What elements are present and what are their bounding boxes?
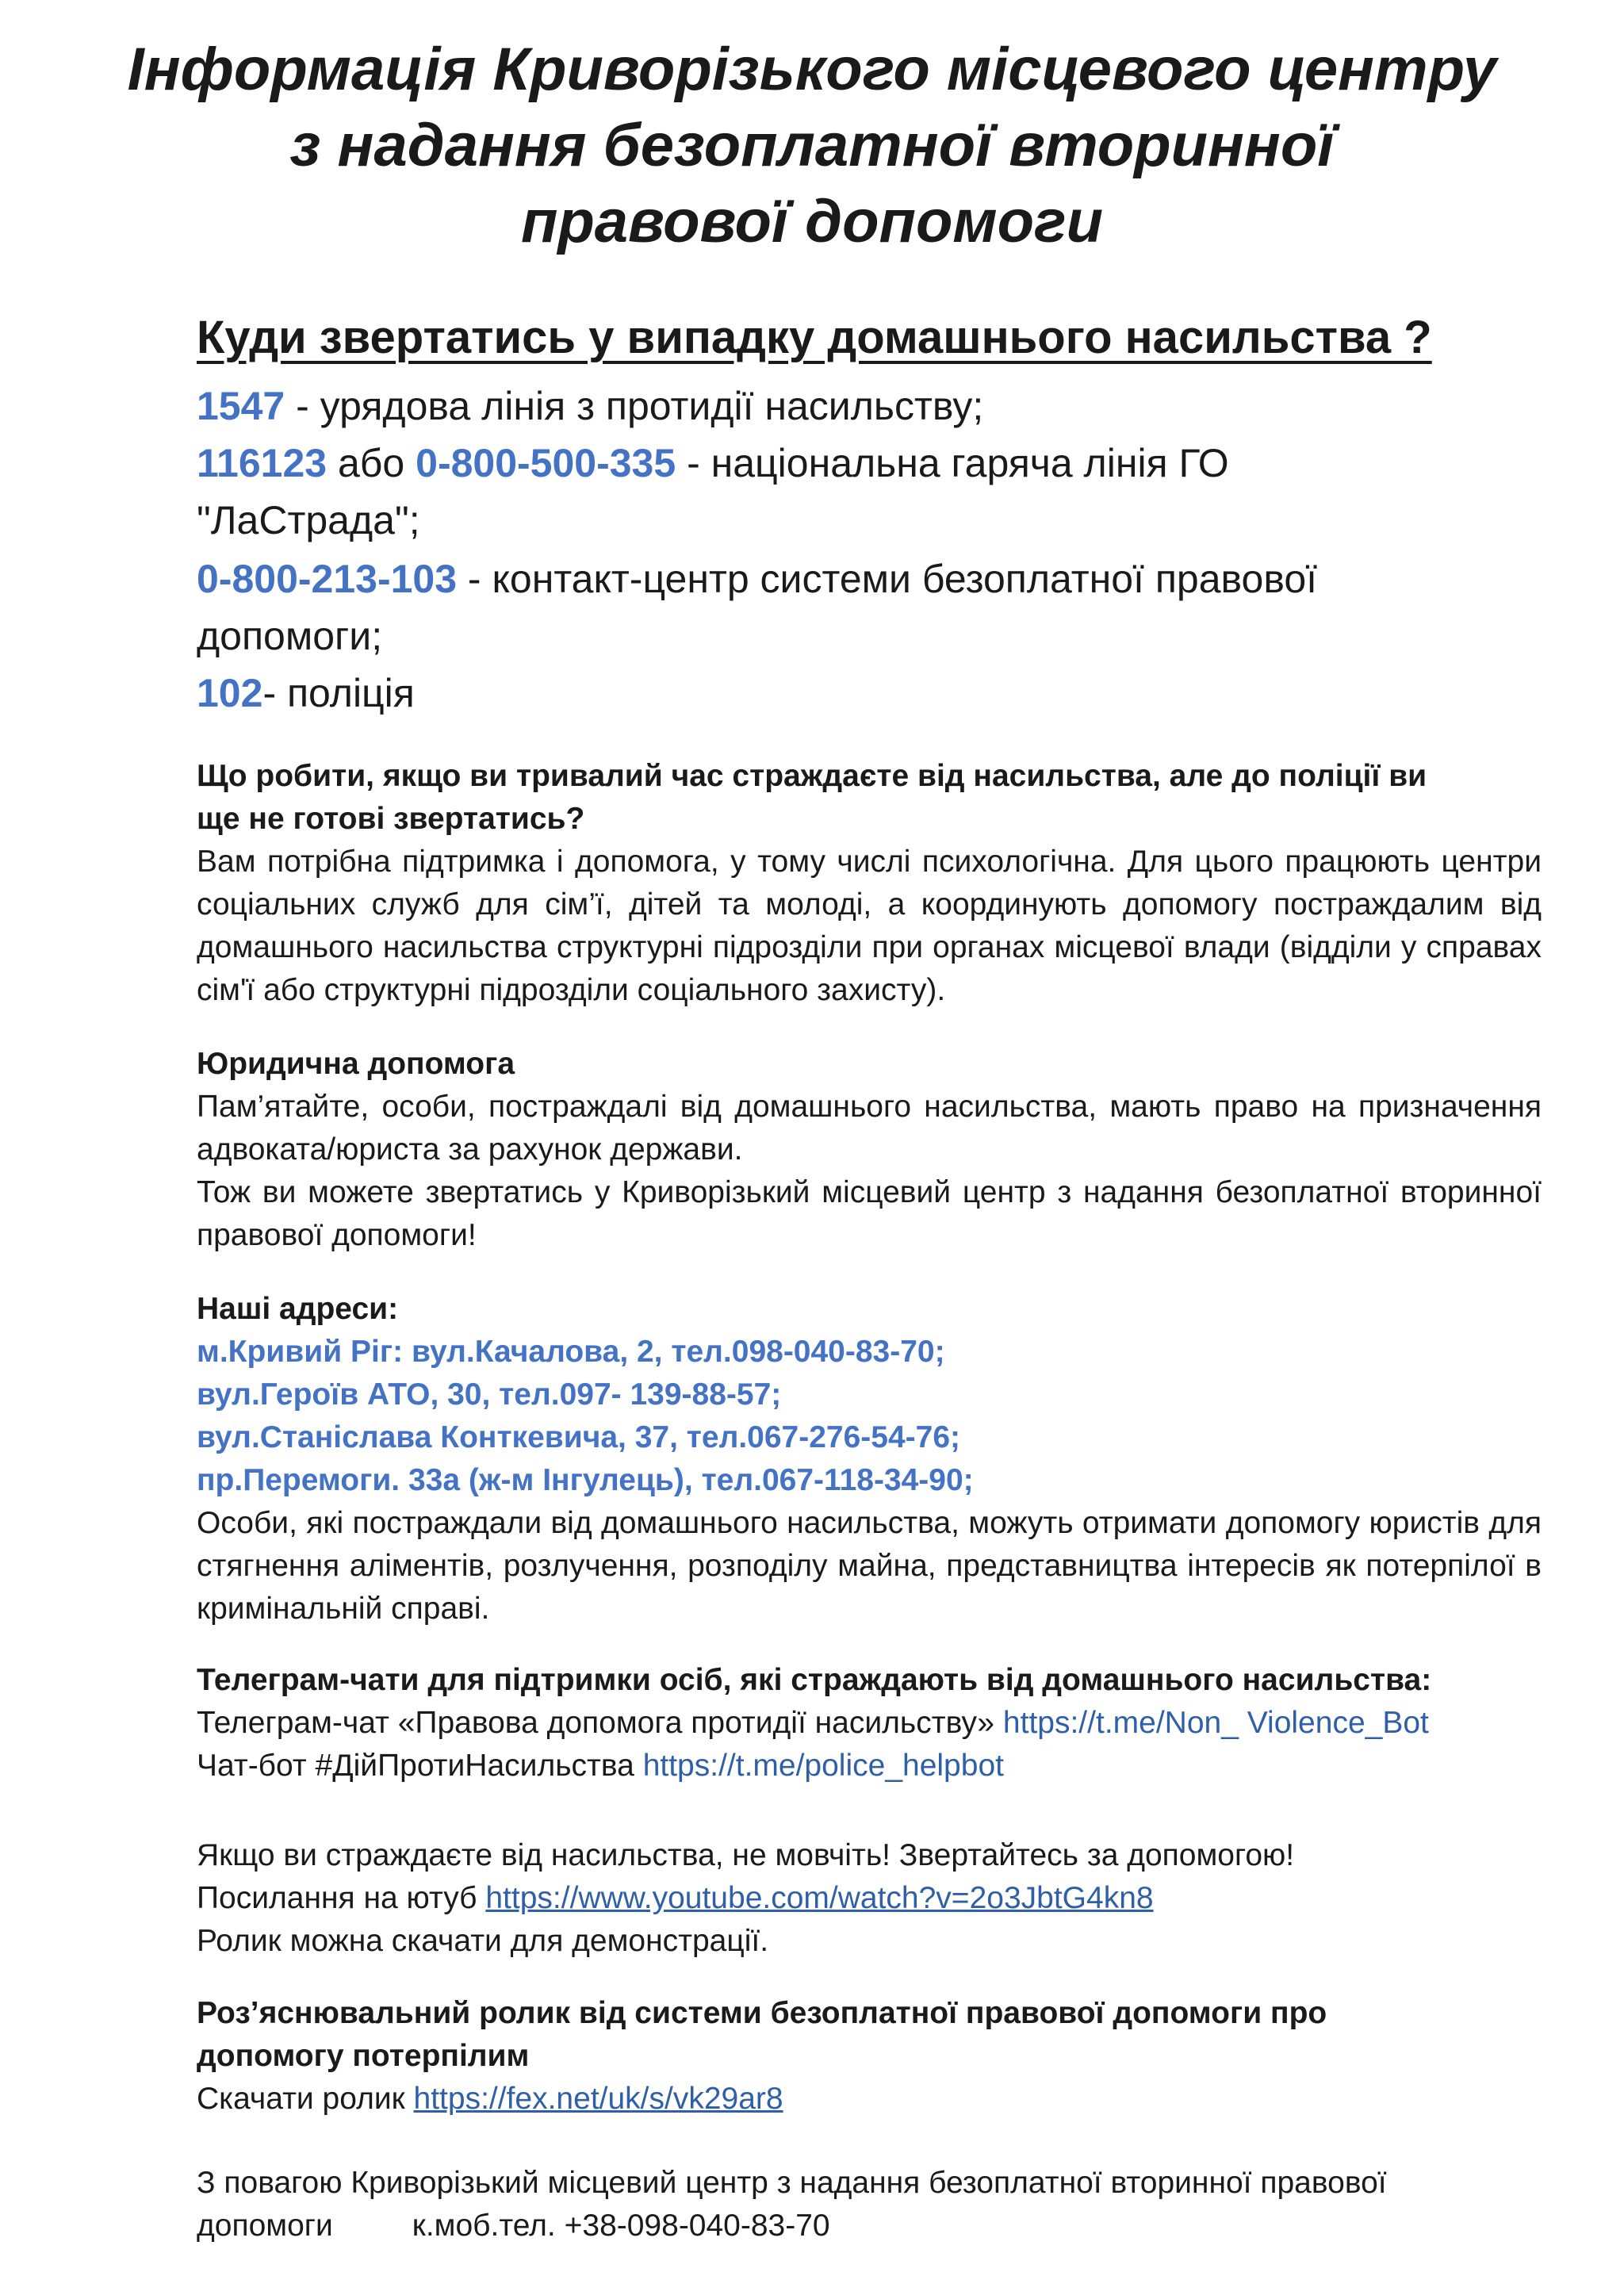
download-note: Ролик можна скачати для демонстрації. [197, 1924, 769, 1958]
section-legal-help [197, 1043, 1542, 1257]
hotline-legal-aid-cont [197, 607, 1545, 665]
video-download-line [197, 2078, 1542, 2121]
hotline-description: "ЛаСтрада"; [197, 498, 420, 542]
hotline-number: 1547 [197, 384, 285, 428]
hotline-lastrada-cont [197, 492, 1545, 549]
telegram-chat-line [197, 1702, 1542, 1745]
telegram-bot-link[interactable]: https://t.me/police_helpbot [642, 1749, 1004, 1783]
telegram-bot-label: Чат-бот #ДійПротиНасильства [197, 1749, 643, 1783]
video-download-label: Скачати ролик [197, 2082, 414, 2116]
title-line-2: з надання безоплатної вторинної [289, 112, 1335, 179]
appeal-text: Якщо ви страждаєте від насильства, не мовчіть! Звертайтесь за допомогою! [197, 1838, 1295, 1872]
hotline-legal-aid [197, 550, 1545, 607]
footer-phone: к.моб.тел. +38-098-040-83-70 [412, 2209, 830, 2243]
hotline-connector: або [327, 441, 416, 485]
address-line: м.Кривий Ріг: вул.Качалова, 2, тел.098-040-83-70; [197, 1335, 945, 1369]
hotline-description: - національна гаряча лінія ГО [676, 441, 1229, 485]
telegram-chat-label: Телеграм-чат «Правова допомога протидії насильству» [197, 1706, 1003, 1740]
hotline-police [197, 665, 1545, 722]
footer-contact [197, 2205, 1542, 2247]
address-line: вул.Героїв АТО, 30, тел.097- 139-88-57; [197, 1377, 782, 1412]
hotline-lastrada [197, 435, 1545, 492]
footer-org: допомоги [197, 2209, 333, 2243]
address-line: пр.Перемоги. 33а (ж-м Інгулець), тел.067-118-34-90; [197, 1463, 974, 1497]
document-title [0, 32, 1624, 260]
hotline-description: допомоги; [197, 614, 383, 658]
footer [197, 2162, 1542, 2247]
section-addresses [197, 1288, 1542, 1630]
section-body: Тож ви можете звертатись у Криворізький місцевий центр з надання безоплатної вторинної правової допомоги! [197, 1175, 1542, 1252]
address-line: вул.Станіслава Конткевича, 37, тел.067-276-54-76; [197, 1420, 961, 1454]
hotline-number: 0-800-500-335 [416, 441, 676, 485]
hotline-number: 116123 [197, 441, 327, 485]
section-heading: допомогу потерпілим [197, 2039, 530, 2073]
telegram-bot-line [197, 1745, 1542, 1787]
title-line-3: правової допомоги [520, 188, 1104, 255]
section-body: Пам’ятайте, особи, постраждалі від домашнього насильства, мають право на призначення адвоката/юриста за рахунок держави. [197, 1090, 1542, 1167]
section-question: ще не готові звертатись? [197, 802, 585, 836]
section-heading: Наші адреси: [197, 1292, 399, 1326]
section-heading: Телеграм-чати для підтримки осіб, які страждають від домашнього насильства: [197, 1663, 1432, 1697]
hotlines-heading: Куди звертатись у випадку домашнього насильства ? [197, 312, 1432, 363]
section-long-term-violence [197, 755, 1542, 1012]
title-line-1: Інформація Криворізького місцевого центру [127, 36, 1497, 103]
hotline-description: - урядова лінія з протидії насильству; [285, 384, 984, 428]
youtube-label: Посилання на ютуб [197, 1881, 486, 1915]
hotline-number: 102 [197, 671, 263, 715]
section-body: Особи, які постраждали від домашнього насильства, можуть отримати допомогу юристів для стягнення аліментів, розлучення, розподілу майна, представництва інтересів як потерпілої в кримінальній справі. [197, 1506, 1542, 1626]
hotline-1547 [197, 377, 1545, 435]
section-body: Вам потрібна підтримка і допомога, у тому числі психологічна. Для цього працюють центри соціальних служб для сім’ї, дітей та молоді, а координують допомогу постраждалим від домашнього насильства структурні підрозділи при органах місцевої влади (відділи у справах сім'ї або структурні підрозділи соціального захисту). [197, 845, 1542, 1007]
footer-signature: З повагою Криворізький місцевий центр з надання безоплатної вторинної правової [197, 2166, 1387, 2200]
hotline-number: 0-800-213-103 [197, 557, 458, 601]
youtube-line [197, 1877, 1542, 1920]
hotline-description: - поліція [262, 671, 415, 715]
section-video [197, 1992, 1542, 2121]
telegram-chat-link[interactable]: https://t.me/Non_ Violence_Bot [1002, 1706, 1429, 1740]
section-heading: Роз’яснювальний ролик від системи безоплатної правової допомоги про [197, 1996, 1327, 2030]
video-download-link[interactable]: https://fex.net/uk/s/vk29ar8 [413, 2082, 783, 2116]
youtube-link[interactable]: https://www.youtube.com/watch?v=2o3JbtG4kn8 [485, 1881, 1154, 1915]
hotline-description: - контакт-центр системи безоплатної правової [457, 557, 1318, 601]
section-question: Що робити, якщо ви тривалий час страждаєте від насильства, але до поліції ви [197, 759, 1427, 793]
section-youtube [197, 1834, 1542, 1963]
section-heading: Юридична допомога [197, 1047, 515, 1081]
section-telegram [197, 1659, 1542, 1787]
